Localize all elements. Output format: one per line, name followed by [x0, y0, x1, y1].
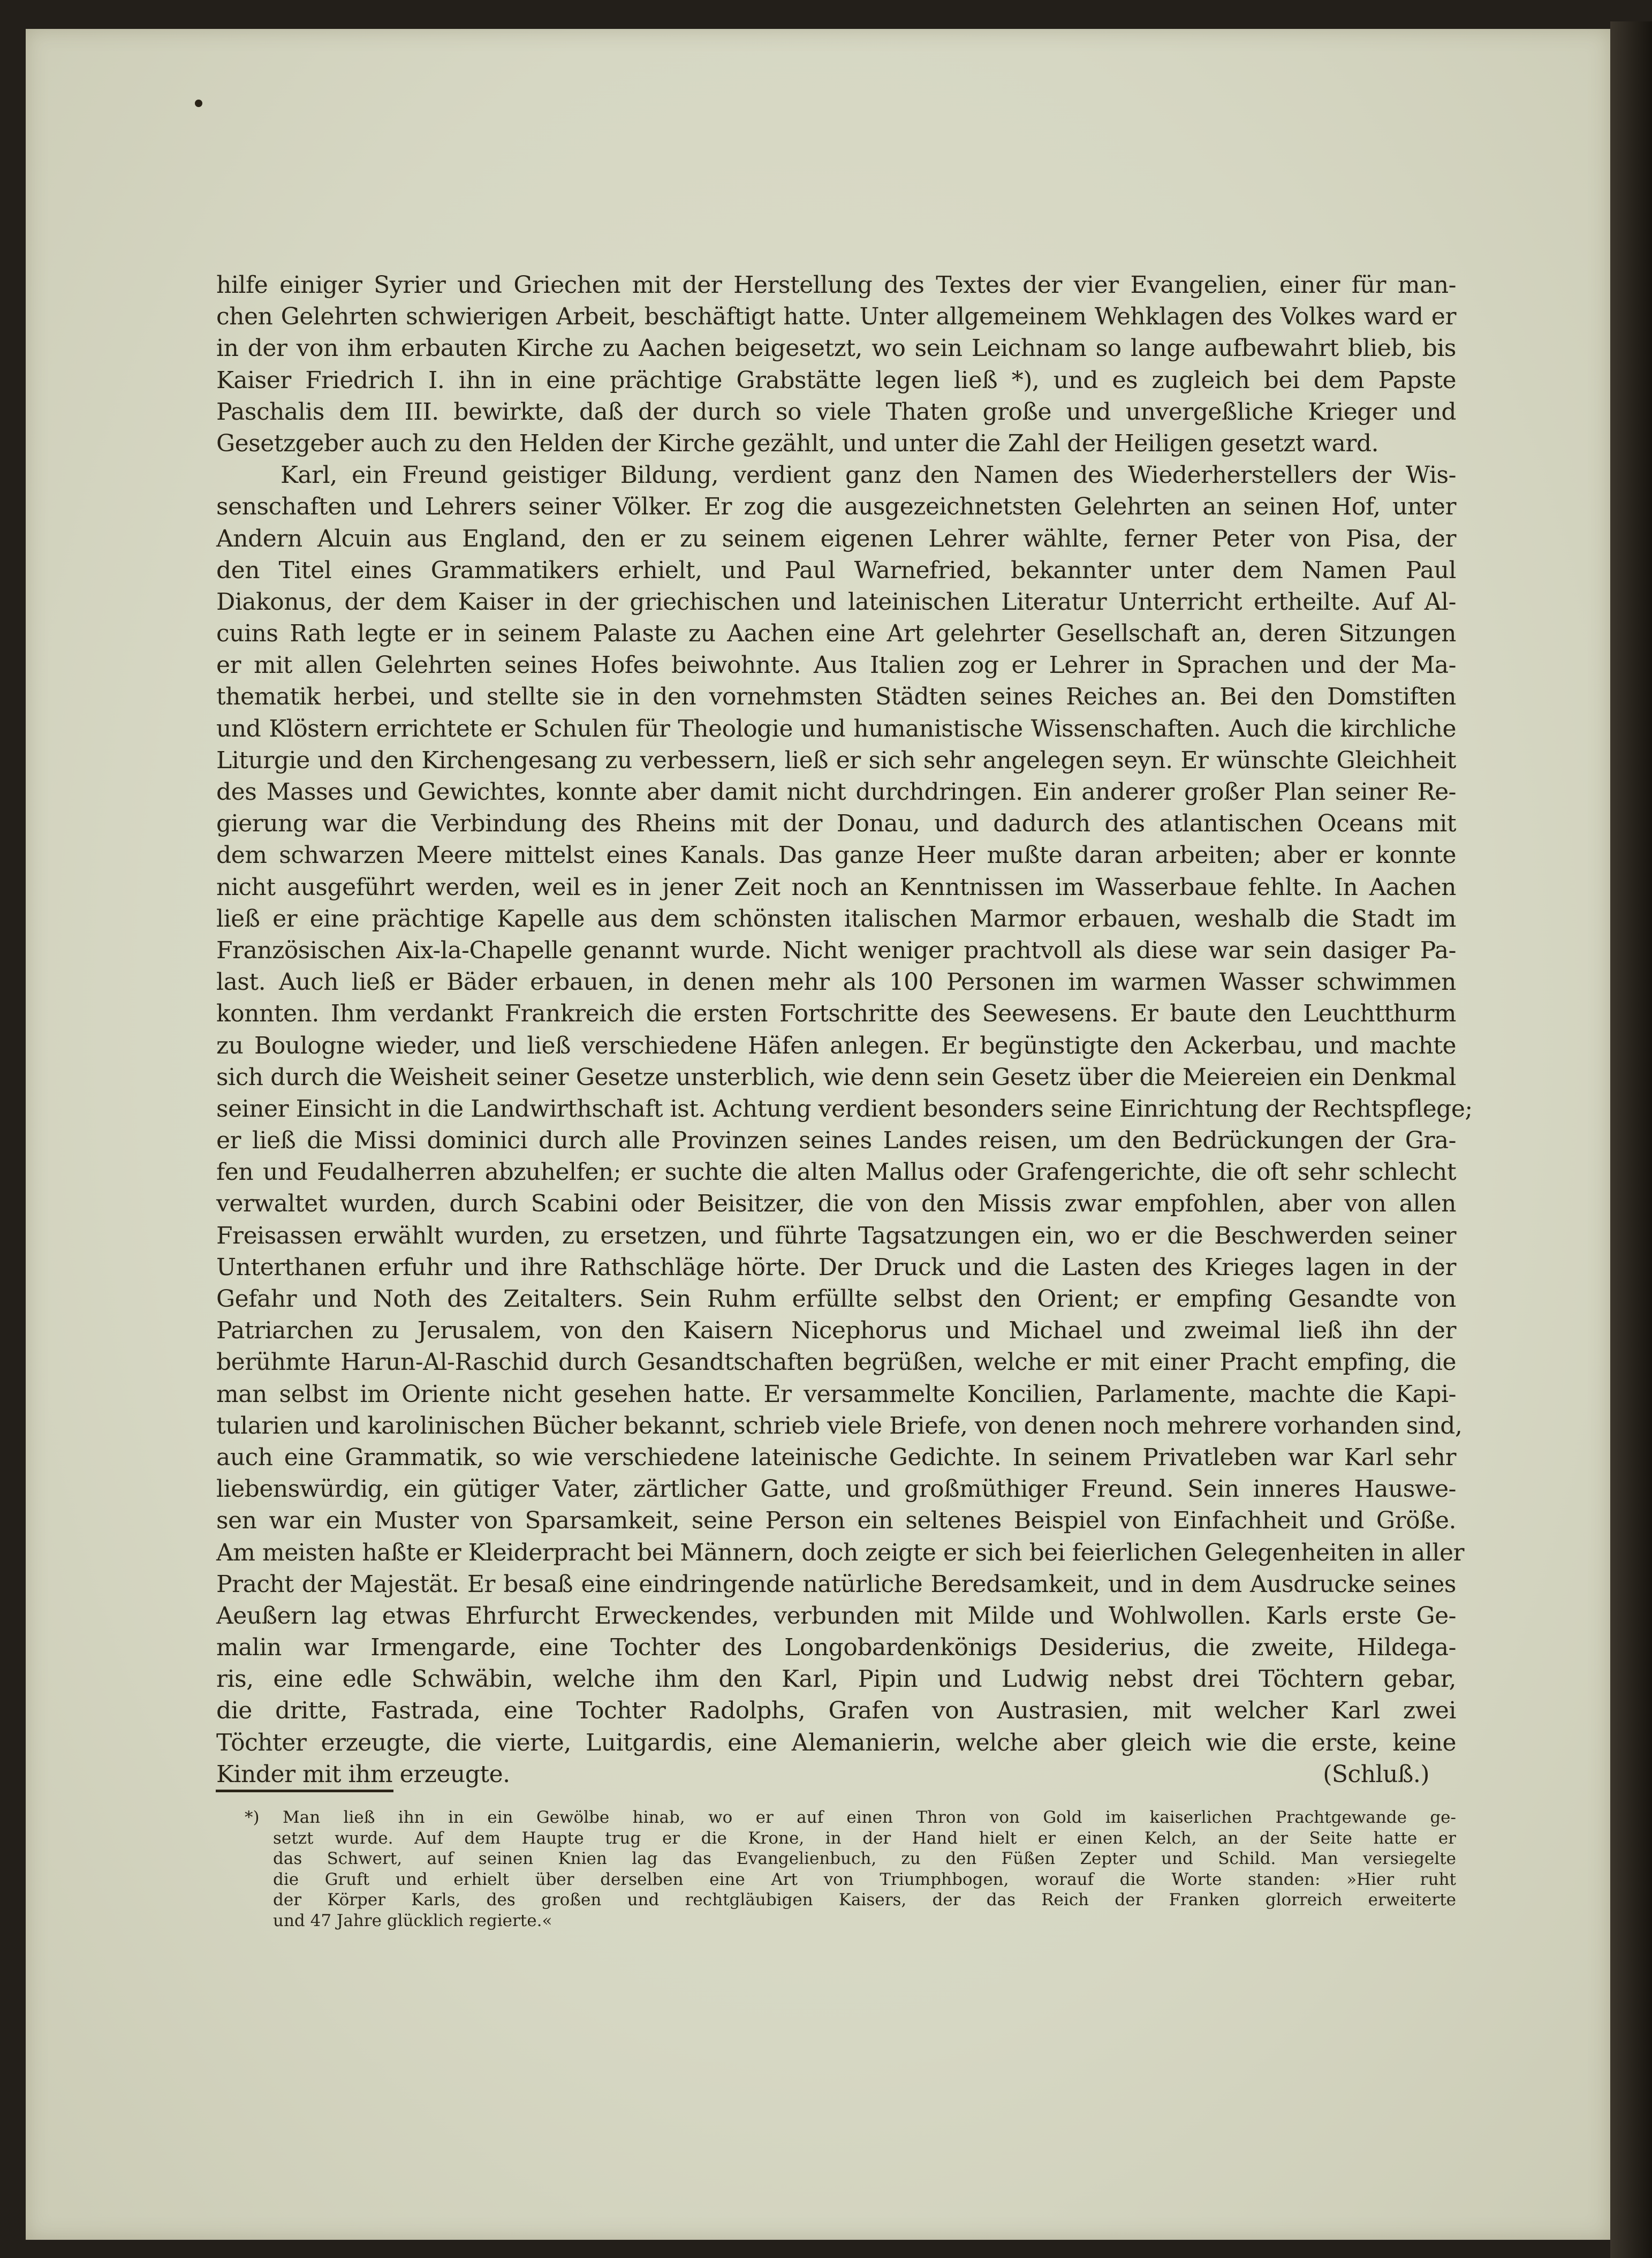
text-line: Andern Alcuin aus England, den er zu seinem eigenen Lehrer wählte, ferner Peter von Pisa, der: [216, 525, 1456, 552]
text-line: er mit allen Gelehrten seines Hofes beiwohnte. Aus Italien zog er Lehrer in Sprachen und der Ma-: [216, 651, 1456, 679]
text-line: liebenswürdig, ein gütiger Vater, zärtlicher Gatte, und großmüthiger Freund. Sein inneres Hauswe-: [216, 1475, 1456, 1503]
text-line: Gesetzgeber auch zu den Helden der Kirche gezählt, und unter die Zahl der Heiligen gesetzt ward.: [216, 429, 1379, 457]
text-line: und Klöstern errichtete er Schulen für Theologie und humanistische Wissenschaften. Auch die kirchliche: [216, 715, 1456, 742]
text-line: cuins Rath legte er in seinem Palaste zu Aachen eine Art gelehrter Gesellschaft an, deren Sitzungen: [216, 620, 1456, 648]
text-line: malin war Irmengarde, eine Tochter des Longobardenkönigs Desiderius, die zweite, Hildega-: [216, 1634, 1456, 1662]
text-line: tularien und karolinischen Bücher bekannt, schrieb viele Briefe, von denen noch mehrere vorhanden sind,: [216, 1412, 1462, 1439]
text-line: Freisassen erwählt wurden, zu ersetzen, und führte Tagsatzungen ein, wo er die Beschwerden seiner: [216, 1222, 1456, 1249]
text-line: ließ er eine prächtige Kapelle aus dem schönsten italischen Marmor erbauen, weshalb die Stadt im: [216, 905, 1456, 933]
text-line: Diakonus, der dem Kaiser in der griechischen und lateinischen Literatur Unterricht ertheilte. Auf Al-: [216, 588, 1456, 616]
text-line: sen war ein Muster von Sparsamkeit, seine Person ein seltenes Beispiel von Einfachheit und Größe.: [216, 1507, 1456, 1535]
footnote-line: der Körper Karls, des großen und rechtgläubigen Kaisers, der das Reich der Franken glorreich erweiterte: [273, 1890, 1456, 1910]
ink-dot-mark: [195, 100, 202, 107]
footnote-line: und 47 Jahre glücklich regierte.«: [273, 1911, 552, 1930]
final-line-row: [216, 1759, 1456, 1790]
text-line: konnten. Ihm verdankt Frankreich die ersten Fortschritte des Seewesens. Er baute den Leuchtthurm: [216, 1000, 1456, 1028]
text-line: Kinder mit ihm erzeugte.: [216, 1760, 510, 1788]
text-line: Unterthanen erfuhr und ihre Rathschläge hörte. Der Druck und die Lasten des Krieges lagen in der: [216, 1253, 1456, 1281]
text-line: last. Auch ließ er Bäder erbauen, in denen mehr als 100 Personen im warmen Wasser schwimmen: [216, 968, 1456, 996]
text-line: er ließ die Missi dominici durch alle Provinzen seines Landes reisen, um den Bedrückungen der Gra-: [216, 1127, 1456, 1155]
text-line: Aeußern lag etwas Ehrfurcht Erweckendes, verbunden mit Milde und Wohlwollen. Karls erste Ge-: [216, 1602, 1456, 1630]
text-line: auch eine Grammatik, so wie verschiedene lateinische Gedichte. In seinem Privatleben war Karl sehr: [216, 1443, 1456, 1471]
text-line: die dritte, Fastrada, eine Tochter Radolphs, Grafen von Austrasien, mit welcher Karl zwei: [216, 1697, 1456, 1725]
text-line: sich durch die Weisheit seiner Gesetze unsterblich, wie denn sein Gesetz über die Meiereien ein Denkmal: [216, 1063, 1456, 1091]
text-line: Liturgie und den Kirchengesang zu verbessern, ließ er sich sehr angelegen seyn. Er wünschte Gleichheit: [216, 746, 1456, 774]
footnote-line: setzt wurde. Auf dem Haupte trug er die Krone, in der Hand hielt er einen Kelch, an der Seite hatte er: [273, 1828, 1456, 1848]
footnote-line: *) Man ließ ihn in ein Gewölbe hinab, wo er auf einen Thron von Gold im kaiserlichen Prachtgewande ge-: [245, 1808, 1456, 1827]
text-line: verwaltet wurden, durch Scabini oder Beisitzer, die von den Missis zwar empfohlen, aber von allen: [216, 1190, 1456, 1218]
text-line: gierung war die Verbindung des Rheins mit der Donau, und dadurch des atlantischen Oceans mit: [216, 810, 1456, 838]
text-line: den Titel eines Grammatikers erhielt, und Paul Warnefried, bekannter unter dem Namen Paul: [216, 556, 1456, 584]
text-line: seiner Einsicht in die Landwirthschaft ist. Achtung verdient besonders seine Einrichtung der Rechtspflege;: [216, 1095, 1473, 1123]
text-line: Paschalis dem III. bewirkte, daß der durch so viele Thaten große und unvergeßliche Krieger und: [216, 398, 1456, 426]
text-line: ris, eine edle Schwäbin, welche ihm den Karl, Pipin und Ludwig nebst drei Töchtern gebar,: [216, 1665, 1456, 1693]
text-line: berühmte Harun-Al-Raschid durch Gesandtschaften begrüßen, welche er mit einer Pracht empfing, die: [216, 1348, 1456, 1376]
text-line: Französischen Aix-la-Chapelle genannt wurde. Nicht weniger prachtvoll als diese war sein dasiger Pa-: [216, 936, 1456, 964]
text-line: Pracht der Majestät. Er besaß eine eindringende natürliche Beredsamkeit, und in dem Ausdrucke seines: [216, 1570, 1456, 1598]
footnote: [245, 1807, 1456, 1931]
text-line: Karl, ein Freund geistiger Bildung, verdient ganz den Namen des Wiederherstellers der Wis-: [281, 461, 1456, 489]
text-line: Gefahr und Noth des Zeitalters. Sein Ruhm erfüllte selbst den Orient; er empfing Gesandte von: [216, 1285, 1456, 1313]
page-edge-binding: [1610, 21, 1652, 2258]
text-line: hilfe einiger Syrier und Griechen mit der Herstellung des Textes der vier Evangelien, einer für man-: [216, 271, 1456, 299]
main-text-body: [216, 269, 1473, 1790]
text-line: Töchter erzeugte, die vierte, Luitgardis, eine Alemanierin, welche aber gleich wie die erste, keine: [216, 1729, 1456, 1756]
text-line: fen und Feudalherren abzuhelfen; er suchte die alten Mallus oder Grafengerichte, die oft sehr schlecht: [216, 1158, 1456, 1186]
text-line: man selbst im Oriente nicht gesehen hatte. Er versammelte Koncilien, Parlamente, machte die Kapi-: [216, 1380, 1456, 1408]
text-line: dem schwarzen Meere mittelst eines Kanals. Das ganze Heer mußte daran arbeiten; aber er konnte: [216, 842, 1456, 869]
text-line: Patriarchen zu Jerusalem, von den Kaisern Nicephorus und Michael und zweimal ließ ihn der: [216, 1317, 1456, 1345]
end-marker: (Schluß.): [1323, 1760, 1429, 1788]
text-line: in der von ihm erbauten Kirche zu Aachen beigesetzt, wo sein Leichnam so lange aufbewahrt blieb, bis: [216, 335, 1456, 362]
text-line: chen Gelehrten schwierigen Arbeit, beschäftigt hatte. Unter allgemeinem Wehklagen des Volkes ward er: [216, 303, 1456, 331]
text-line: nicht ausgeführt werden, weil es in jener Zeit noch an Kenntnissen im Wasserbaue fehlte. In Aachen: [216, 873, 1456, 901]
footnote-line: das Schwert, auf seinen Knien lag das Evangelienbuch, zu den Füßen Zepter und Schild. Man versiegelte: [273, 1849, 1456, 1868]
text-line: zu Boulogne wieder, und ließ verschiedene Häfen anlegen. Er begünstigte den Ackerbau, und machte: [216, 1032, 1456, 1059]
text-line: des Masses und Gewichtes, konnte aber damit nicht durchdringen. Ein anderer großer Plan seiner Re-: [216, 778, 1456, 806]
text-line: Am meisten haßte er Kleiderpracht bei Männern, doch zeigte er sich bei feierlichen Gelegenheiten in aller: [216, 1539, 1465, 1566]
text-line: senschaften und Lehrers seiner Völker. Er zog die ausgezeichnetsten Gelehrten an seinen Hof, unter: [216, 493, 1456, 521]
footnote-separator-rule: [216, 1790, 393, 1792]
text-line: Kaiser Friedrich I. ihn in eine prächtige Grabstätte legen ließ *), und es zugleich bei dem Papste: [216, 366, 1456, 394]
footnote-line: die Gruft und erhielt über derselben eine Art von Triumphbogen, worauf die Worte standen: »Hier ruht: [273, 1869, 1456, 1889]
text-line: thematik herbei, und stellte sie in den vornehmsten Städten seines Reiches an. Bei den Domstiften: [216, 683, 1456, 711]
